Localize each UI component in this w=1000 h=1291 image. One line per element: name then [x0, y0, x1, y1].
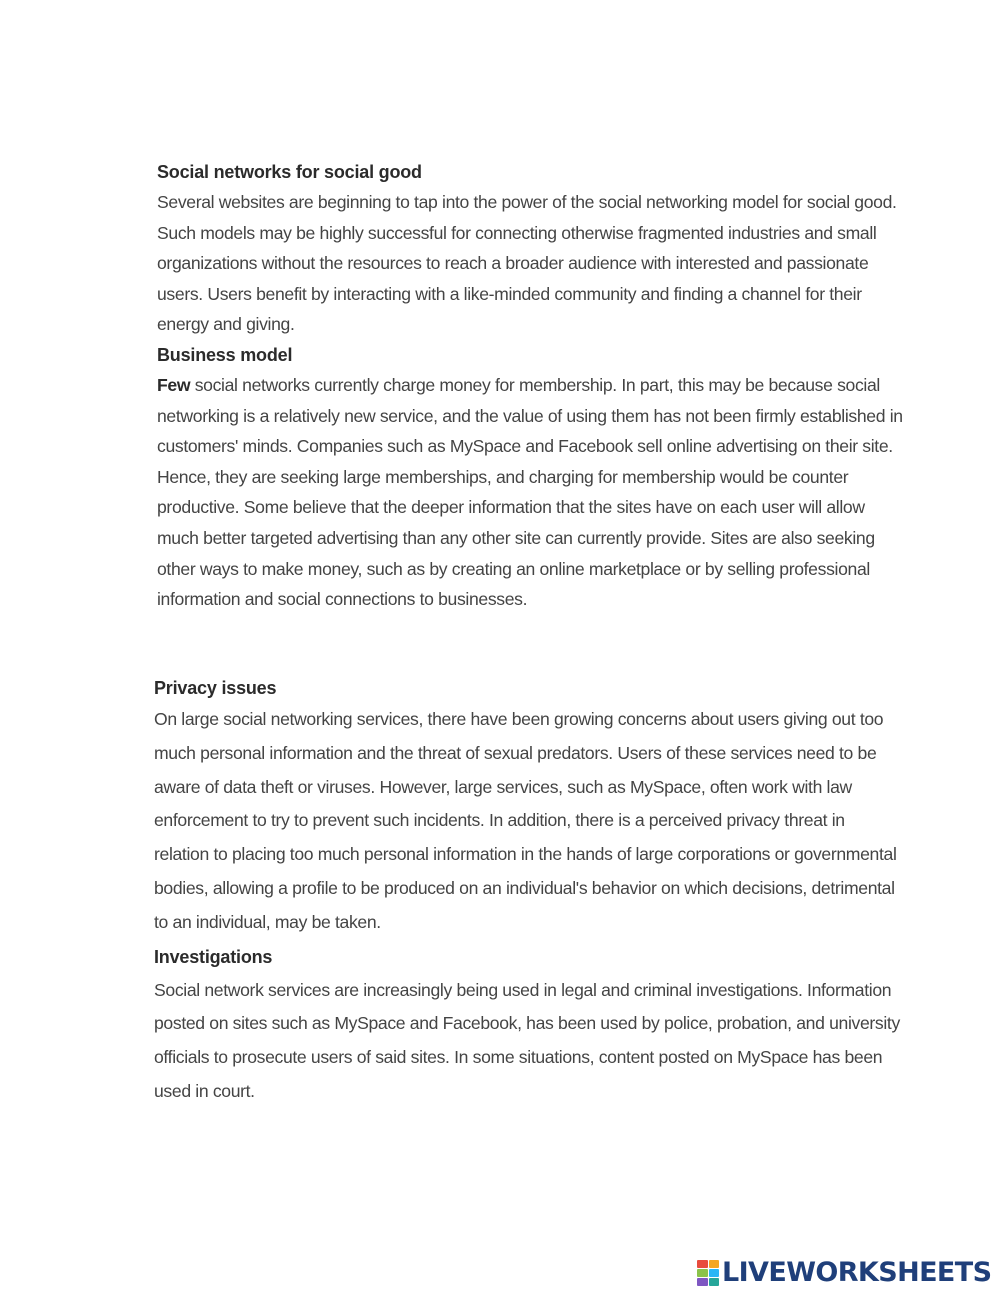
liveworksheets-logo-icon	[697, 1260, 719, 1286]
paragraph-privacy-issues: On large social networking services, there have been growing concerns about users giving out too much personal information and the threat of sexual predators. Users of these services need to be aware of data theft or viruses. However, large services, such as MySpace, often work with law enforcement to try to prevent such incidents. In addition, there is a perceived privacy threat in relation to placing too much personal information in the hands of large corporations or governmental bodies, allowing a profile to be produced on an individual's behavior on which decisions, detrimental to an individual, may be taken.	[154, 709, 897, 932]
logo-text: LIVEWORKSHEETS	[722, 1257, 992, 1288]
logo-block	[709, 1260, 720, 1268]
heading-investigations: Investigations	[154, 946, 273, 967]
logo-block	[709, 1278, 720, 1286]
paragraph-business-model-lead: Few	[157, 374, 191, 395]
paragraph-investigations: Social network services are increasingly being used in legal and criminal investigations. Information posted on sites such as MySpace and Facebook, has been used by police, probation, and university officials to prosecute users of said sites. In some situations, content posted on MySpace has been used in court.	[154, 979, 900, 1101]
heading-privacy-issues: Privacy issues	[154, 678, 277, 698]
section-privacy	[154, 673, 934, 1109]
logo-block	[697, 1260, 708, 1268]
logo-block	[709, 1269, 720, 1277]
paragraph-social-good: Several websites are beginning to tap into the power of the social networking model for social good. Such models may be highly successful for connecting otherwise fragmented industries and small organizations without the resources to reach a broader audience with interested and passionate users. Users benefit by interacting with a like-minded community and finding a channel for their energy and giving.	[157, 192, 897, 335]
heading-business-model: Business model	[157, 344, 293, 365]
paragraph-business-model-body: social networks currently charge money for membership. In part, this may be because social networking is a relatively new service, and the value of using them has not been firmly established in customers' minds. Companies such as MySpace and Facebook sell online advertising on their site. Hence, they are seeking large memberships, and charging for membership would be counter productive. Some believe that the deeper information that the sites have on each user will allow much better targeted advertising than any other site can currently provide. Sites are also seeking other ways to make money, such as by creating an online marketplace or by selling professional information and social connections to businesses.	[157, 374, 903, 610]
logo-block	[697, 1269, 708, 1277]
heading-social-good: Social networks for social good	[157, 162, 422, 182]
liveworksheets-logo	[697, 1256, 991, 1290]
paragraph-business-model	[157, 370, 937, 615]
section-social-networks	[157, 158, 937, 615]
logo-block	[697, 1278, 708, 1286]
